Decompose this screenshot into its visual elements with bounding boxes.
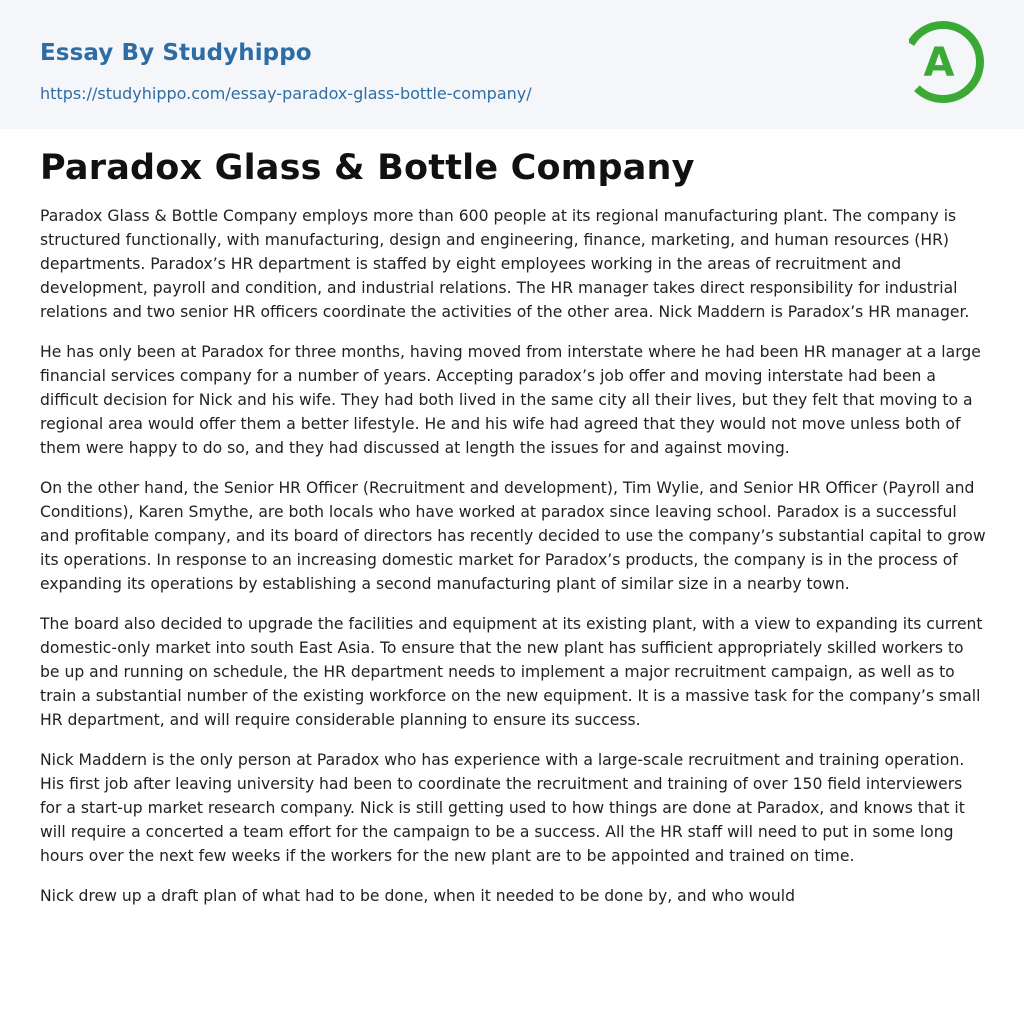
article-paragraph: Nick Maddern is the only person at Paradox who has experience with a large-scale recruitment and training operation. His first job after leaving university had been to coordinate the recruitment and training of over 150 field interviewers for a start-up market research company. Nick is still getting used to how things are done at Paradox, and knows that it will require a concerted a team effort for the campaign to be a success. All the HR staff will need to put in some long hours over the next few weeks if the workers for the new plant are to be appointed and trained on time. [40, 751, 965, 865]
logo-letter: A [923, 40, 955, 86]
article-paragraph: The board also decided to upgrade the facilities and equipment at its existing plant, with a view to expanding its current domestic-only market into south East Asia. To ensure that the new plant has sufficient appropriately skilled workers to be up and running on schedule, the HR department needs to implement a major recruitment campaign, as well as to train a substantial number of the existing workforce on the new equipment. It is a massive task for the company’s small HR department, and will require considerable planning to ensure its success. [40, 615, 983, 729]
site-header [0, 0, 1024, 129]
article [40, 142, 988, 924]
article-paragraph: Nick drew up a draft plan of what had to be done, when it needed to be done by, and who would [40, 887, 795, 905]
article-paragraph: Paradox Glass & Bottle Company employs more than 600 people at its regional manufacturing plant. The company is structured functionally, with manufacturing, design and engineering, finance, marketing, and human resources (HR) departments. Paradox’s HR department is staffed by eight employees working in the areas of recruitment and development, payroll and condition, and industrial relations. The HR manager takes direct responsibility for industrial relations and two senior HR officers coordinate the activities of the other area. Nick Maddern is Paradox’s HR manager. [40, 207, 970, 321]
article-title: Paradox Glass & Bottle Company [40, 148, 695, 188]
article-paragraph: On the other hand, the Senior HR Officer (Recruitment and development), Tim Wylie, and Senior HR Officer (Payroll and Conditions), Karen Smythe, are both locals who have worked at paradox since leaving school. Paradox is a successful and profitable company, and its board of directors has recently decided to use the company’s substantial capital to grow its operations. In response to an increasing domestic market for Paradox’s products, the company is in the process of expanding its operations by establishing a second manufacturing plant of similar size in a nearby town. [40, 479, 986, 593]
article-paragraph: He has only been at Paradox for three months, having moved from interstate where he had been HR manager at a large financial services company for a number of years. Accepting paradox’s job offer and moving interstate had been a difficult decision for Nick and his wife. They had both lived in the same city all their lives, but they felt that moving to a regional area would offer them a better lifestyle. He and his wife had agreed that they would not move unless both of them were happy to do so, and they had discussed at length the issues for and against moving. [40, 343, 981, 457]
site-brand-link[interactable]: Essay By Studyhippo [40, 40, 312, 66]
studyhippo-logo-icon[interactable] [909, 18, 987, 106]
essay-url-link[interactable]: https://studyhippo.com/essay-paradox-glass-bottle-company/ [40, 84, 532, 103]
